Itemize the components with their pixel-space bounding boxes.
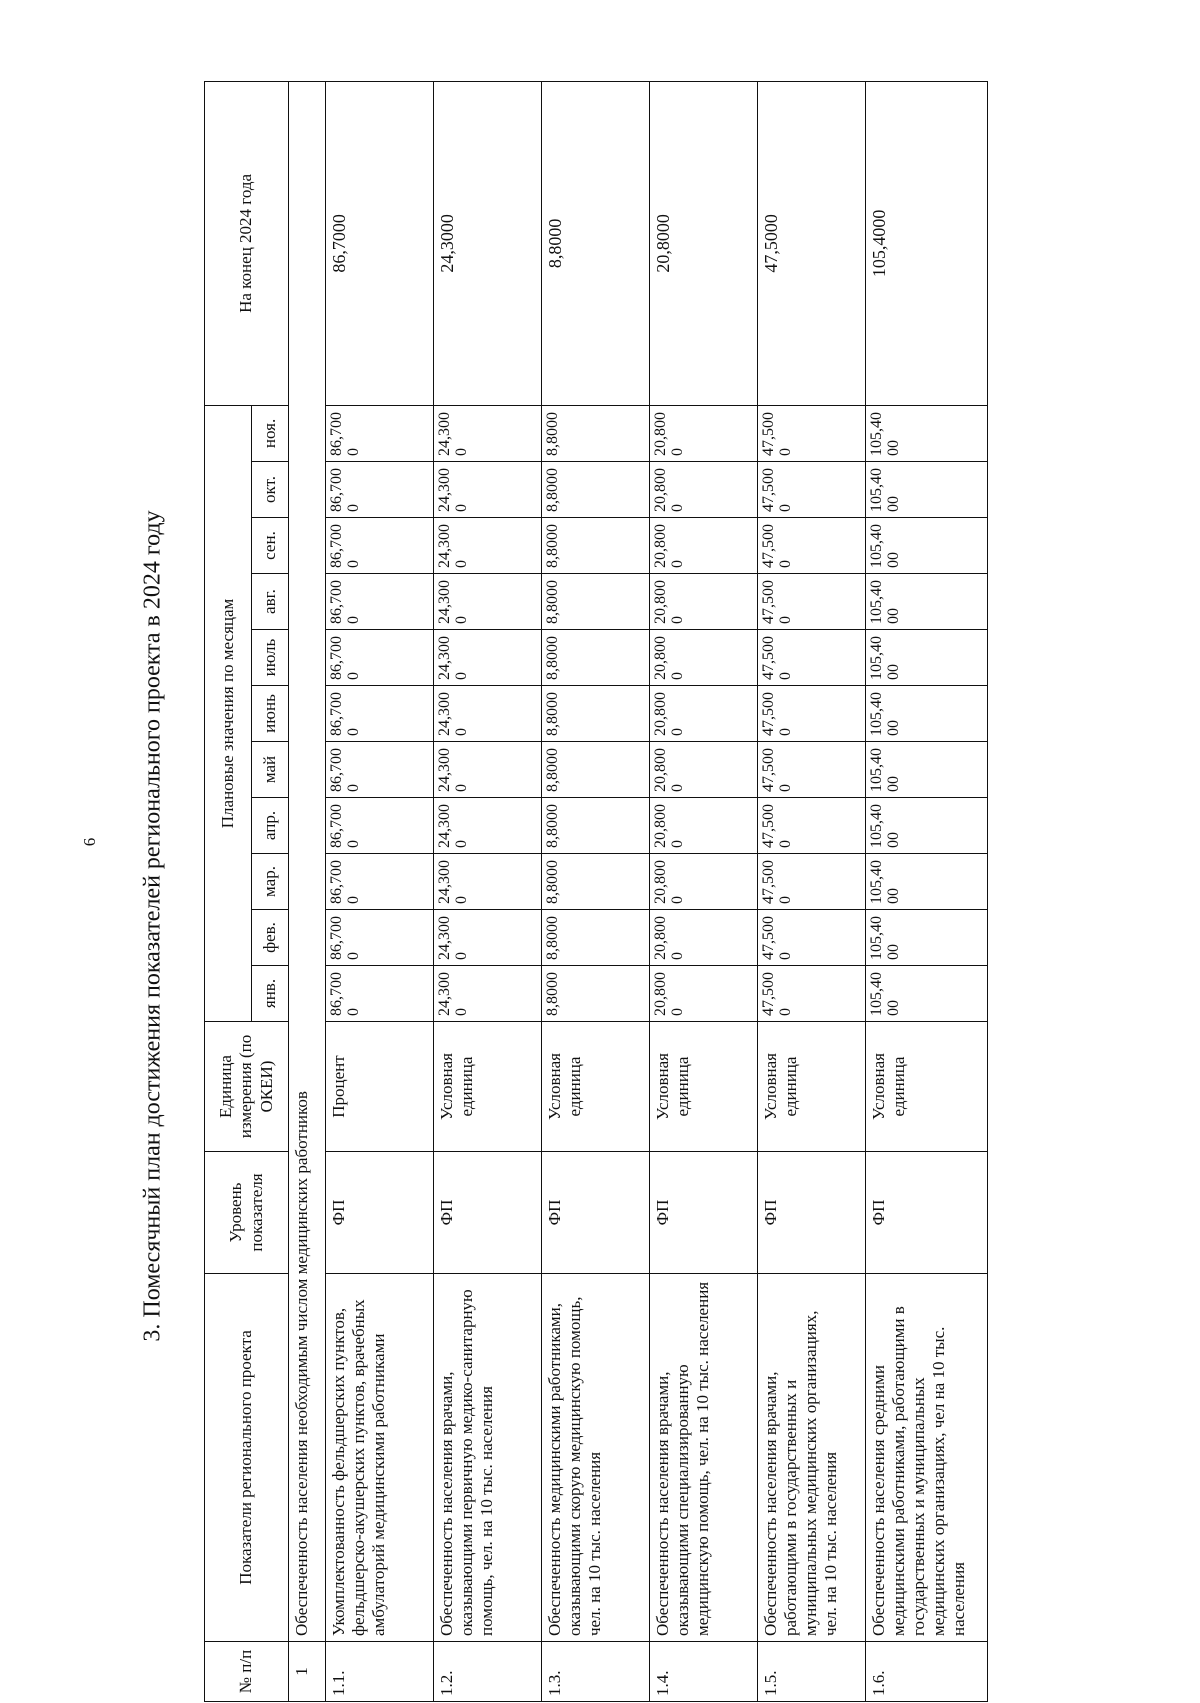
- row-num: 1.6.: [866, 1642, 988, 1702]
- row-month-value: 20,8000: [650, 630, 758, 686]
- row-num: 1.4.: [650, 1642, 758, 1702]
- row-month-value: 20,8000: [650, 910, 758, 966]
- row-month-value: 86,7000: [326, 854, 434, 910]
- row-month-value: 24,3000: [434, 574, 542, 630]
- row-month-value: 8,8000: [542, 966, 650, 1022]
- row-month-value: 105,4000: [866, 462, 988, 518]
- section-title: Обеспеченность населения необходимым числом медицинских работников: [289, 81, 326, 1641]
- row-month-value: 86,7000: [326, 910, 434, 966]
- row-month-value: 8,8000: [542, 462, 650, 518]
- row-month-value: 24,3000: [434, 630, 542, 686]
- row-month-value: 24,3000: [434, 686, 542, 742]
- row-month-value: 24,3000: [434, 854, 542, 910]
- header-month: апр.: [252, 798, 289, 854]
- row-month-value: 86,7000: [326, 798, 434, 854]
- row-year-end-value: 86,7000: [326, 81, 434, 405]
- header-month: авг.: [252, 574, 289, 630]
- row-month-value: 86,7000: [326, 966, 434, 1022]
- row-level: ФП: [758, 1152, 866, 1274]
- row-month-value: 105,4000: [866, 686, 988, 742]
- row-unit: Условная единица: [758, 1022, 866, 1152]
- row-month-value: 8,8000: [542, 518, 650, 574]
- table-row: [326, 81, 434, 1701]
- row-month-value: 20,8000: [650, 686, 758, 742]
- table-row: [650, 81, 758, 1701]
- row-month-value: 8,8000: [542, 798, 650, 854]
- header-year-end: На конец 2024 года: [205, 81, 289, 405]
- section-row: [289, 81, 326, 1701]
- row-num: 1.1.: [326, 1642, 434, 1702]
- header-month: фев.: [252, 910, 289, 966]
- row-month-value: 24,3000: [434, 462, 542, 518]
- row-month-value: 47,5000: [758, 518, 866, 574]
- row-month-value: 8,8000: [542, 854, 650, 910]
- row-month-value: 8,8000: [542, 630, 650, 686]
- row-month-value: 20,8000: [650, 798, 758, 854]
- row-indicator-name: Укомплектованность фельдшерских пунктов, фельдшерско-акушерских пунктов, врачебных амбулаторий медицинскими работниками: [326, 1274, 434, 1642]
- row-month-value: 24,3000: [434, 405, 542, 461]
- row-month-value: 47,5000: [758, 910, 866, 966]
- row-month-value: 47,5000: [758, 966, 866, 1022]
- row-month-value: 105,4000: [866, 574, 988, 630]
- row-month-value: 20,8000: [650, 742, 758, 798]
- row-month-value: 105,4000: [866, 966, 988, 1022]
- header-indicator: Показатели регионального проекта: [205, 1274, 289, 1642]
- header-unit: Единица измерения (по ОКЕИ): [205, 1022, 289, 1152]
- row-num: 1.2.: [434, 1642, 542, 1702]
- row-month-value: 20,8000: [650, 854, 758, 910]
- row-num: 1.3.: [542, 1642, 650, 1702]
- row-month-value: 8,8000: [542, 574, 650, 630]
- row-month-value: 105,4000: [866, 405, 988, 461]
- row-level: ФП: [650, 1152, 758, 1274]
- row-month-value: 8,8000: [542, 910, 650, 966]
- row-level: ФП: [434, 1152, 542, 1274]
- row-month-value: 8,8000: [542, 405, 650, 461]
- row-month-value: 47,5000: [758, 798, 866, 854]
- header-month: ноя.: [252, 405, 289, 461]
- row-month-value: 105,4000: [866, 742, 988, 798]
- row-month-value: 86,7000: [326, 518, 434, 574]
- row-month-value: 86,7000: [326, 405, 434, 461]
- row-num: 1.5.: [758, 1642, 866, 1702]
- row-month-value: 47,5000: [758, 630, 866, 686]
- row-month-value: 86,7000: [326, 742, 434, 798]
- row-month-value: 20,8000: [650, 462, 758, 518]
- table-row: [866, 81, 988, 1701]
- row-month-value: 47,5000: [758, 854, 866, 910]
- header-month: янв.: [252, 966, 289, 1022]
- table-row: [542, 81, 650, 1701]
- row-indicator-name: Обеспеченность населения врачами, оказывающими специализированную медицинскую помощь, чел. на 10 тыс. населения: [650, 1274, 758, 1642]
- row-month-value: 20,8000: [650, 405, 758, 461]
- row-indicator-name: Обеспеченность населения врачами, работающими в государственных и муниципальных медицинских организациях, чел. на 10 тыс. населения: [758, 1274, 866, 1642]
- section-num: 1: [289, 1642, 326, 1702]
- row-month-value: 105,4000: [866, 518, 988, 574]
- row-month-value: 105,4000: [866, 854, 988, 910]
- row-unit: Условная единица: [434, 1022, 542, 1152]
- row-month-value: 8,8000: [542, 742, 650, 798]
- page-number: 6: [80, 837, 99, 847]
- rotated-table-wrapper: [204, 82, 1134, 1702]
- row-month-value: 47,5000: [758, 686, 866, 742]
- row-month-value: 24,3000: [434, 798, 542, 854]
- header-month: мар.: [252, 854, 289, 910]
- header-num: № п/п: [205, 1642, 289, 1702]
- row-month-value: 86,7000: [326, 686, 434, 742]
- row-month-value: 105,4000: [866, 910, 988, 966]
- header-monthly: Плановые значения по месяцам: [205, 405, 252, 1021]
- header-month: сен.: [252, 518, 289, 574]
- row-month-value: 86,7000: [326, 574, 434, 630]
- row-level: ФП: [542, 1152, 650, 1274]
- header-month: окт.: [252, 462, 289, 518]
- row-month-value: 24,3000: [434, 518, 542, 574]
- row-year-end-value: 105,4000: [866, 81, 988, 405]
- row-month-value: 24,3000: [434, 966, 542, 1022]
- header-month: июль: [252, 630, 289, 686]
- row-unit: Условная единица: [542, 1022, 650, 1152]
- monthly-plan-table: [204, 81, 988, 1702]
- row-indicator-name: Обеспеченность населения средними медицинскими работниками, работающими в государственных и муниципальных медицинских организациях, чел на 10 тыс. населения: [866, 1274, 988, 1642]
- row-unit: Процент: [326, 1022, 434, 1152]
- page-title: 3. Помесячный план достижения показателей регионального проекта в 2024 году: [139, 510, 166, 1342]
- row-month-value: 47,5000: [758, 462, 866, 518]
- row-month-value: 105,4000: [866, 630, 988, 686]
- row-unit: Условная единица: [650, 1022, 758, 1152]
- row-level: ФП: [326, 1152, 434, 1274]
- header-level: Уровень показателя: [205, 1152, 289, 1274]
- row-year-end-value: 47,5000: [758, 81, 866, 405]
- table-row: [434, 81, 542, 1701]
- row-month-value: 47,5000: [758, 574, 866, 630]
- row-month-value: 47,5000: [758, 405, 866, 461]
- header-month: июнь: [252, 686, 289, 742]
- row-year-end-value: 8,8000: [542, 81, 650, 405]
- row-indicator-name: Обеспеченность населения врачами, оказывающими первичную медико-санитарную помощь, чел. на 10 тыс. населения: [434, 1274, 542, 1642]
- row-year-end-value: 20,8000: [650, 81, 758, 405]
- row-month-value: 105,4000: [866, 798, 988, 854]
- row-month-value: 24,3000: [434, 910, 542, 966]
- row-month-value: 8,8000: [542, 686, 650, 742]
- row-level: ФП: [866, 1152, 988, 1274]
- row-month-value: 20,8000: [650, 574, 758, 630]
- row-month-value: 20,8000: [650, 966, 758, 1022]
- header-month: май: [252, 742, 289, 798]
- row-indicator-name: Обеспеченность медицинскими работниками, оказывающими скорую медицинскую помощь, чел. на 10 тыс. населения: [542, 1274, 650, 1642]
- row-month-value: 24,3000: [434, 742, 542, 798]
- row-month-value: 86,7000: [326, 462, 434, 518]
- row-unit: Условная единица: [866, 1022, 988, 1152]
- row-month-value: 86,7000: [326, 630, 434, 686]
- row-month-value: 47,5000: [758, 742, 866, 798]
- row-month-value: 20,8000: [650, 518, 758, 574]
- table-row: [758, 81, 866, 1701]
- row-year-end-value: 24,3000: [434, 81, 542, 405]
